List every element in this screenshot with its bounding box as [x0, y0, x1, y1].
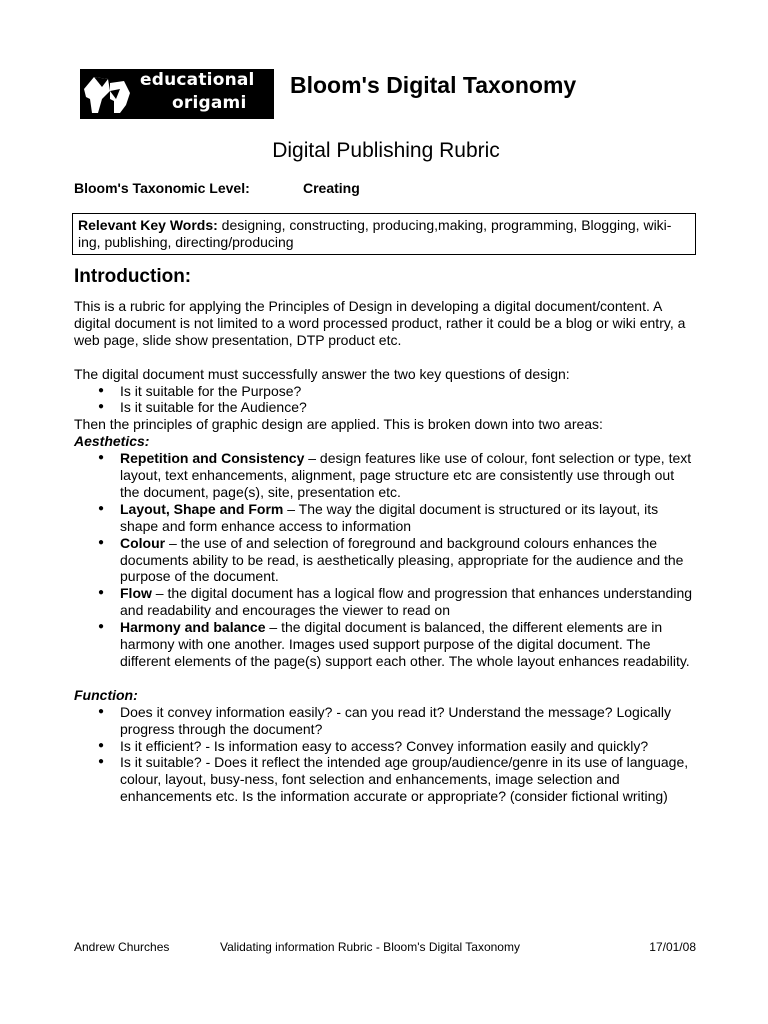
list-item — [74, 501, 694, 535]
document-body — [74, 298, 694, 805]
intro-paragraph-3: Then the principles of graphic design are applied. This is broken down into two areas: — [74, 416, 603, 433]
footer-author: Andrew Churches — [74, 940, 170, 954]
intro-paragraph-2: The digital document must successfully answer the two key questions of design: — [74, 365, 570, 382]
intro-paragraph-1: This is a rubric for applying the Principles of Design in developing a digital document/content. A digital document is not limited to a word processed product, rather it could be a blog or wiki entry, a web page, slide show presentation, DTP product etc. — [74, 298, 686, 348]
key-words-box — [72, 213, 696, 255]
list-item — [74, 535, 694, 586]
aesthetic-desc: – the digital document has a logical flow and progression that enhances understanding and readability and encourages the viewer to read on — [120, 585, 693, 619]
aesthetics-list — [74, 450, 694, 670]
aesthetic-desc: – The way the digital document is structured or its layout, its shape and form enhance access to information — [120, 500, 659, 534]
taxonomic-level — [74, 180, 360, 196]
level-value: Creating — [303, 180, 360, 196]
page-footer — [74, 940, 696, 954]
function-list — [74, 704, 694, 805]
footer-document-name: Validating information Rubric - Bloom's Digital Taxonomy — [220, 940, 520, 954]
list-item: ● Does it convey information easily? - can you read it? Understand the message? Logically progress through the document? — [74, 704, 694, 738]
footer-date: 17/01/08 — [649, 940, 696, 954]
document-subtitle: Digital Publishing Rubric — [272, 139, 500, 162]
aesthetic-desc: – the use of and selection of foreground and background colours enhances the documents ability to be read, is aesthetically pleasing, appropriate for the audience and the purpose of the document. — [120, 534, 684, 585]
list-item — [74, 619, 694, 670]
list-item — [74, 585, 694, 619]
document-title: Bloom's Digital Taxonomy — [290, 72, 577, 98]
logo-word-2: origami — [172, 93, 247, 113]
list-item: ● Is it suitable for the Purpose? — [74, 383, 694, 400]
educational-origami-logo — [80, 69, 274, 119]
list-item: ● Is it suitable for the Audience? — [74, 399, 694, 416]
aesthetic-term: Harmony and balance — [120, 619, 266, 636]
aesthetic-term: Layout, Shape and Form — [120, 500, 284, 517]
list-item: ● Is it efficient? - Is information easy to access? Convey information easily and quickly? — [74, 738, 694, 755]
logo-word-1: educational — [140, 70, 255, 90]
introduction-heading: Introduction: — [74, 266, 192, 287]
list-item: ● Is it suitable? - Does it reflect the intended age group/audience/genre in its use of language, colour, layout, busy-ness, font selection and enhancements, image selection and enhancements etc. Is the information accurate or appropriate? (consider fictional writing) — [74, 754, 694, 805]
level-label: Bloom's Taxonomic Level: — [74, 180, 250, 196]
function-heading: Function: — [74, 686, 138, 703]
aesthetic-term: Repetition and Consistency — [120, 450, 305, 467]
design-questions-list — [74, 383, 694, 417]
aesthetic-term: Colour — [120, 534, 166, 551]
aesthetic-desc: – design features like use of colour, font selection or type, text layout, text enhancements, alignment, page structure etc are consistently use through out the document, page(s), site, presentation etc. — [120, 450, 692, 500]
list-item — [74, 450, 694, 501]
aesthetics-heading: Aesthetics: — [74, 433, 150, 450]
aesthetic-term: Flow — [120, 585, 152, 602]
key-words-text: designing, constructing, producing,making, programming, Blogging, wiki-ing, publishing, directing/producing — [78, 217, 672, 250]
aesthetic-desc: – the digital document is balanced, the different elements are in harmony with one another. Images used support purpose of the digital document. The different elements of the page(s) support each other. The whole layout enhances readability. — [120, 619, 690, 670]
key-words-label: Relevant Key Words: — [78, 217, 218, 233]
